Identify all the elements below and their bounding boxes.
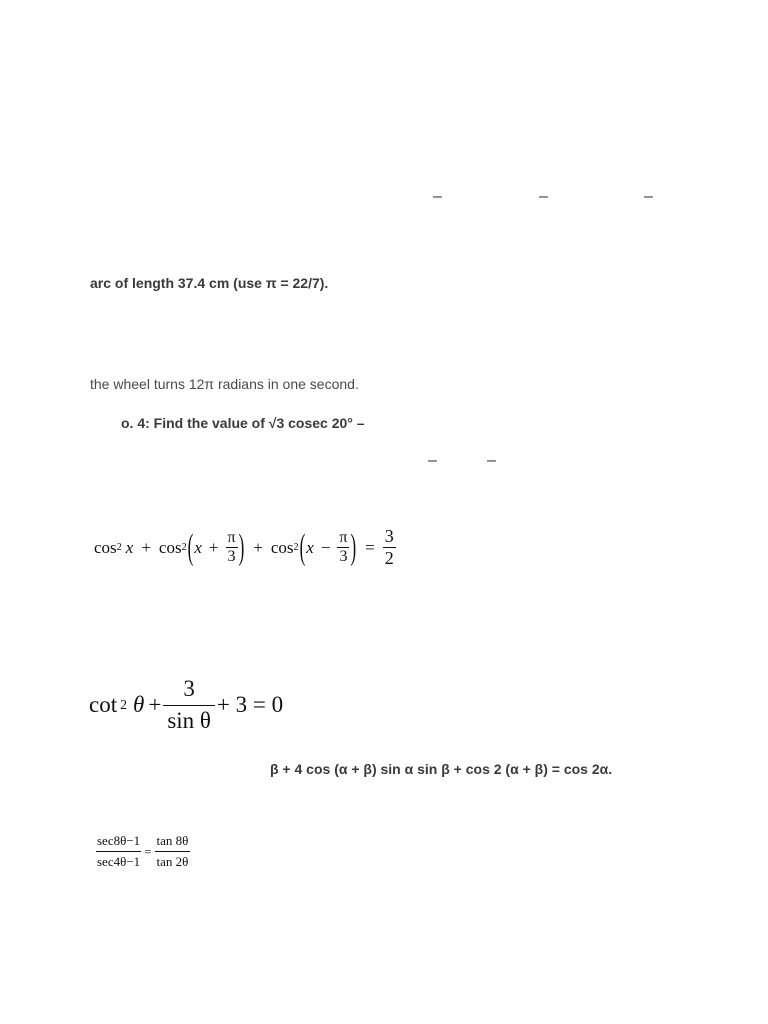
equation-cos-squared-identity xyxy=(94,526,396,569)
eq2-frac xyxy=(163,676,215,734)
eq1-exp-2: 2 xyxy=(181,542,187,553)
question-wheel-radians: the wheel turns 12π radians in one second. xyxy=(90,376,359,392)
eq1-plus-1: + xyxy=(141,537,151,557)
eq2-exp: 2 xyxy=(120,697,128,712)
eq1-x-1: x xyxy=(125,537,134,557)
eq1-lparen-1: ( xyxy=(187,526,194,567)
eq1-plus-2: + xyxy=(208,537,219,557)
eq1-frac-2 xyxy=(337,529,349,566)
eq1-exp-1: 2 xyxy=(116,542,122,553)
dash-3: – xyxy=(644,188,653,205)
eq1-rparen-2: ) xyxy=(350,526,357,567)
eq1-cos-3: cos xyxy=(270,537,294,557)
question-beta-identity: β + 4 cos (α + β) sin α sin β + cos 2 (α + β) = cos 2α. xyxy=(270,761,613,777)
dash-2: – xyxy=(539,188,548,205)
eq1-minus-1: − xyxy=(320,537,331,557)
dash-4: – xyxy=(428,452,437,469)
equation-sec-tan xyxy=(96,833,190,870)
eq1-three-2: 3 xyxy=(339,548,348,565)
eq1-rhs-den: 2 xyxy=(384,548,394,568)
eq1-cos-2: cos xyxy=(158,537,182,557)
eq3-equals: = xyxy=(144,843,152,859)
eq1-rhs-frac xyxy=(383,526,396,569)
eq1-lparen-2: ( xyxy=(299,526,306,567)
eq1-pi-2: π xyxy=(339,529,348,546)
eq1-cos-1: cos xyxy=(94,537,117,557)
eq2-num: 3 xyxy=(183,676,195,701)
eq1-rhs-num: 3 xyxy=(384,526,394,546)
eq2-cot: cot xyxy=(89,692,118,717)
eq3-lhs-den: sec4θ−1 xyxy=(96,851,141,870)
eq1-exp-3: 2 xyxy=(293,542,299,553)
eq2-plus: + xyxy=(148,692,162,717)
equation-cot-squared xyxy=(89,676,283,734)
eq1-equals: = xyxy=(365,537,375,557)
eq1-plus-3: + xyxy=(253,537,263,557)
eq3-lhs-frac xyxy=(96,833,141,870)
eq2-den: sin θ xyxy=(163,705,215,734)
dash-1: – xyxy=(433,188,442,205)
eq1-rparen-1: ) xyxy=(238,526,245,567)
eq1-pi-1: π xyxy=(227,529,236,546)
eq3-lhs-num: sec8θ−1 xyxy=(97,833,141,848)
eq1-x-2: x xyxy=(194,537,202,557)
eq1-three-1: 3 xyxy=(227,548,236,565)
question-arc-length: arc of length 37.4 cm (use π = 22/7). xyxy=(90,275,329,291)
eq1-x-3: x xyxy=(306,537,314,557)
eq1-frac-1 xyxy=(225,529,237,566)
dash-5: – xyxy=(487,452,496,469)
eq2-tail: + 3 = 0 xyxy=(216,692,284,717)
eq3-rhs-frac xyxy=(155,833,191,870)
eq2-theta: θ xyxy=(133,692,145,717)
eq3-rhs-den: tan 2θ xyxy=(155,851,191,870)
eq3-rhs-num: tan 8θ xyxy=(156,833,189,848)
question-4-heading: o. 4: Find the value of √3 cosec 20° – xyxy=(121,415,365,431)
